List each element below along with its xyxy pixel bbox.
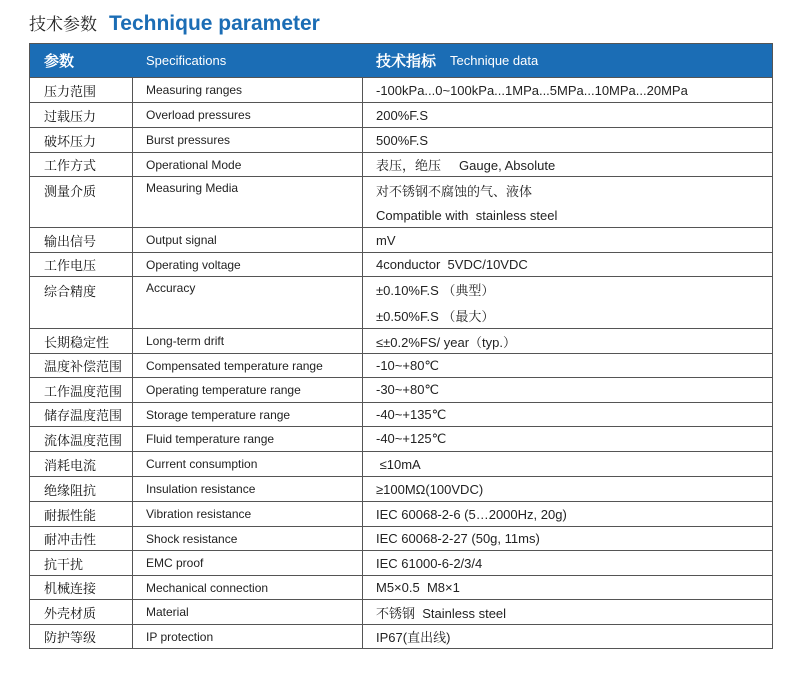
param-name-cn: 消耗电流 <box>44 458 97 474</box>
spec-value <box>362 277 772 328</box>
table-row <box>30 575 772 599</box>
table-row <box>30 624 772 648</box>
table-body <box>30 77 772 648</box>
spec-name-en: Storage temperature range <box>132 403 362 426</box>
spec-name-en: Compensated temperature range <box>132 354 362 377</box>
param-name-cn: 工作方式 <box>44 159 97 174</box>
table-row <box>30 501 772 526</box>
title-en: Technique parameter <box>109 12 320 35</box>
spec-value-line: ≥100MΩ(100VDC) <box>376 481 484 497</box>
spec-value <box>362 128 772 152</box>
table-row <box>30 526 772 550</box>
spec-name-en: Output signal <box>132 228 362 252</box>
spec-name-en: Operational Mode <box>132 153 362 176</box>
spec-value-line: 不锈钢 Stainless steel <box>376 605 507 621</box>
spec-name-en: Insulation resistance <box>132 477 362 501</box>
param-name-cn: 外壳材质 <box>44 606 97 622</box>
param-name-cn: 温度补偿范围 <box>44 360 123 375</box>
spec-value <box>362 228 772 252</box>
param-name-cn: 抗干扰 <box>44 557 84 573</box>
spec-name-en: Accuracy <box>132 277 362 328</box>
spec-value-line: 表压，绝压 Gauge, Absolute <box>376 158 556 173</box>
spec-value-line: -40~+125℃ <box>376 431 447 446</box>
table-row <box>30 550 772 575</box>
param-name-cn: 过载压力 <box>44 109 97 125</box>
header-technique-en: Technique data <box>450 53 539 68</box>
table-row <box>30 377 772 402</box>
table-row <box>30 152 772 176</box>
spec-name-en: Operating voltage <box>132 253 362 276</box>
spec-value <box>362 502 772 526</box>
spec-name-en: Current consumption <box>132 452 362 476</box>
table-row <box>30 476 772 501</box>
spec-name-en: Measuring ranges <box>132 78 362 102</box>
header-specifications: Specifications <box>132 44 362 77</box>
spec-value <box>362 477 772 501</box>
spec-value <box>362 452 772 476</box>
table-row <box>30 77 772 102</box>
table-row <box>30 599 772 624</box>
param-name-cn: 防护等级 <box>44 631 97 646</box>
spec-name-en: Mechanical connection <box>132 576 362 599</box>
page-title <box>29 10 320 40</box>
table-row <box>30 227 772 252</box>
spec-value <box>362 253 772 276</box>
spec-name-en: Operating temperature range <box>132 378 362 402</box>
table-row <box>30 102 772 127</box>
spec-value <box>362 378 772 402</box>
spec-value <box>362 625 772 648</box>
table-row <box>30 328 772 353</box>
param-name-cn: 耐振性能 <box>44 508 97 524</box>
param-name-cn: 破坏压力 <box>44 134 97 150</box>
header-param: 参数 <box>44 52 75 70</box>
table-header <box>30 44 772 77</box>
table-row <box>30 402 772 426</box>
spec-value-line: ≤±0.2%FS/ year（typ.） <box>376 334 516 350</box>
spec-value <box>362 103 772 127</box>
param-name-cn: 机械连接 <box>44 582 97 597</box>
spec-value <box>362 329 772 353</box>
spec-name-en: Overload pressures <box>132 103 362 127</box>
spec-value-line: IEC 60068-2-6 (5…2000Hz, 20g) <box>376 506 567 522</box>
param-name-cn: 流体温度范围 <box>44 433 123 449</box>
spec-value-line: 4conductor 5VDC/10VDC <box>376 257 528 272</box>
spec-name-en: EMC proof <box>132 551 362 575</box>
table-row <box>30 276 772 328</box>
spec-value-line: Compatible with stainless steel <box>376 208 558 223</box>
table-row <box>30 127 772 152</box>
spec-name-en: Measuring Media <box>132 177 362 227</box>
spec-value-line: ≤10mA <box>376 456 421 472</box>
spec-value-line: -100kPa...0~100kPa...1MPa...5MPa...10MPa...20MPa <box>376 82 688 98</box>
table-row <box>30 252 772 276</box>
spec-value-line: IEC 61000-6-2/3/4 <box>376 555 483 571</box>
spec-name-en: Material <box>132 600 362 624</box>
spec-value-line: 200%F.S <box>376 107 429 123</box>
param-name-cn: 压力范围 <box>44 84 97 100</box>
spec-value-line: ±0.50%F.S （最大） <box>376 308 495 324</box>
spec-value-line: 对不锈钢不腐蚀的气、液体 <box>376 184 533 199</box>
table-row <box>30 353 772 377</box>
table-row <box>30 451 772 476</box>
param-name-cn: 工作电压 <box>44 259 97 274</box>
param-name-cn: 测量介质 <box>44 185 97 200</box>
param-name-cn: 耐冲击性 <box>44 533 97 548</box>
spec-name-en: IP protection <box>132 625 362 648</box>
table-row <box>30 426 772 451</box>
param-name-cn: 综合精度 <box>44 285 97 300</box>
spec-value <box>362 576 772 599</box>
spec-value-line: M5×0.5 M8×1 <box>376 580 460 595</box>
param-name-cn: 储存温度范围 <box>44 409 123 424</box>
spec-table <box>29 43 773 649</box>
table-row <box>30 176 772 227</box>
title-cn: 技术参数 <box>29 15 97 35</box>
spec-value <box>362 527 772 550</box>
header-technique-cn: 技术指标 <box>376 52 437 70</box>
spec-name-en: Fluid temperature range <box>132 427 362 451</box>
spec-value-line: -10~+80℃ <box>376 357 440 373</box>
param-name-cn: 输出信号 <box>44 234 97 250</box>
param-name-cn: 绝缘阻抗 <box>44 483 97 499</box>
spec-value-line: mV <box>376 232 396 248</box>
spec-value-line: 500%F.S <box>376 132 429 148</box>
spec-value <box>362 153 772 176</box>
spec-value <box>362 403 772 426</box>
spec-value <box>362 551 772 575</box>
param-name-cn: 工作温度范围 <box>44 384 123 400</box>
header-technique-data <box>362 44 772 77</box>
spec-value-line: -30~+80℃ <box>376 382 440 397</box>
spec-value-line: IP67(直出线) <box>376 630 451 645</box>
spec-value <box>362 354 772 377</box>
spec-value-line: ±0.10%F.S （典型） <box>376 283 495 299</box>
spec-value <box>362 78 772 102</box>
spec-value <box>362 177 772 227</box>
param-name-cn: 长期稳定性 <box>44 335 110 351</box>
spec-name-en: Burst pressures <box>132 128 362 152</box>
spec-name-en: Long-term drift <box>132 329 362 353</box>
spec-value <box>362 427 772 451</box>
spec-name-en: Vibration resistance <box>132 502 362 526</box>
spec-value-line: -40~+135℃ <box>376 406 447 422</box>
spec-name-en: Shock resistance <box>132 527 362 550</box>
spec-value <box>362 600 772 624</box>
spec-value-line: IEC 60068-2-27 (50g, 11ms) <box>376 531 540 546</box>
